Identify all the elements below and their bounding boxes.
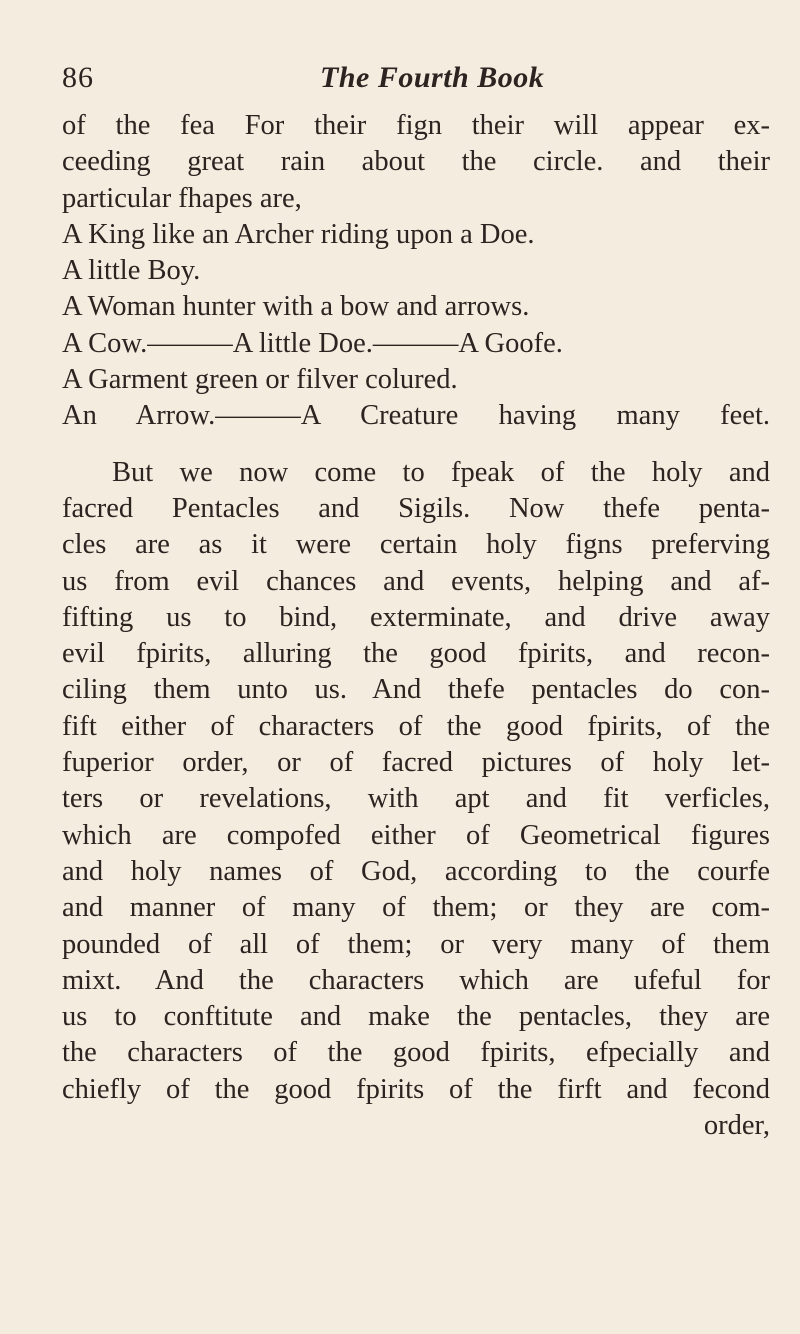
list-item: A King like an Archer riding upon a Doe. [62, 218, 535, 250]
text-line: fift either of characters of the good fpirits, of the [62, 710, 770, 742]
page-number: 86 [62, 61, 94, 94]
list-item: A Garment green or filver colured. [62, 364, 458, 396]
catchword: order, [703, 1110, 770, 1142]
body-text [62, 108, 770, 1144]
running-head [62, 58, 762, 98]
text-line: of the fea For their fign their will appear ex- [62, 110, 770, 141]
list-item: A Cow.———A little Doe.———A Goofe. [62, 327, 563, 359]
text-line: particular fhapes are, [62, 182, 302, 214]
list-item: A little Boy. [62, 255, 201, 287]
text-line: which are compofed either of Geometrical figures [62, 819, 770, 851]
list-item: A Woman hunter with a bow and arrows. [62, 291, 530, 323]
text-line: and manner of many of them; or they are com- [62, 892, 770, 924]
paragraph-gap [62, 435, 770, 455]
list-item: An Arrow.———A Creature having many feet. [62, 400, 770, 432]
text-line: fifting us to bind, exterminate, and drive away [62, 601, 770, 633]
text-line: pounded of all of them; or very many of them [62, 928, 770, 960]
running-title: The Fourth Book [320, 61, 545, 94]
text-line: fuperior order, or of facred pictures of holy let- [62, 747, 770, 779]
text-line: ters or revelations, with apt and fit verficles, [62, 783, 770, 815]
text-line: us to conftitute and make the pentacles, they are [62, 1001, 770, 1033]
text-line: ceeding great rain about the circle. and their [62, 146, 770, 178]
text-line: facred Pentacles and Sigils. Now thefe penta- [62, 492, 770, 524]
text-line: But we now come to fpeak of the holy and [112, 456, 770, 488]
text-line: chiefly of the good fpirits of the firft and fecond [62, 1073, 770, 1105]
text-line: cles are as it were certain holy figns preferving [62, 529, 770, 561]
text-line: ciling them unto us. And thefe pentacles do con- [62, 674, 770, 706]
text-line: evil fpirits, alluring the good fpirits, and recon- [62, 638, 770, 670]
list-block [62, 108, 770, 435]
text-line: mixt. And the characters which are ufeful for [62, 964, 770, 996]
text-line: the characters of the good fpirits, efpecially and [62, 1037, 770, 1069]
text-line: us from evil chances and events, helping and af- [62, 565, 770, 597]
text-line: and holy names of God, according to the courfe [62, 855, 770, 887]
paragraph [62, 455, 770, 1145]
